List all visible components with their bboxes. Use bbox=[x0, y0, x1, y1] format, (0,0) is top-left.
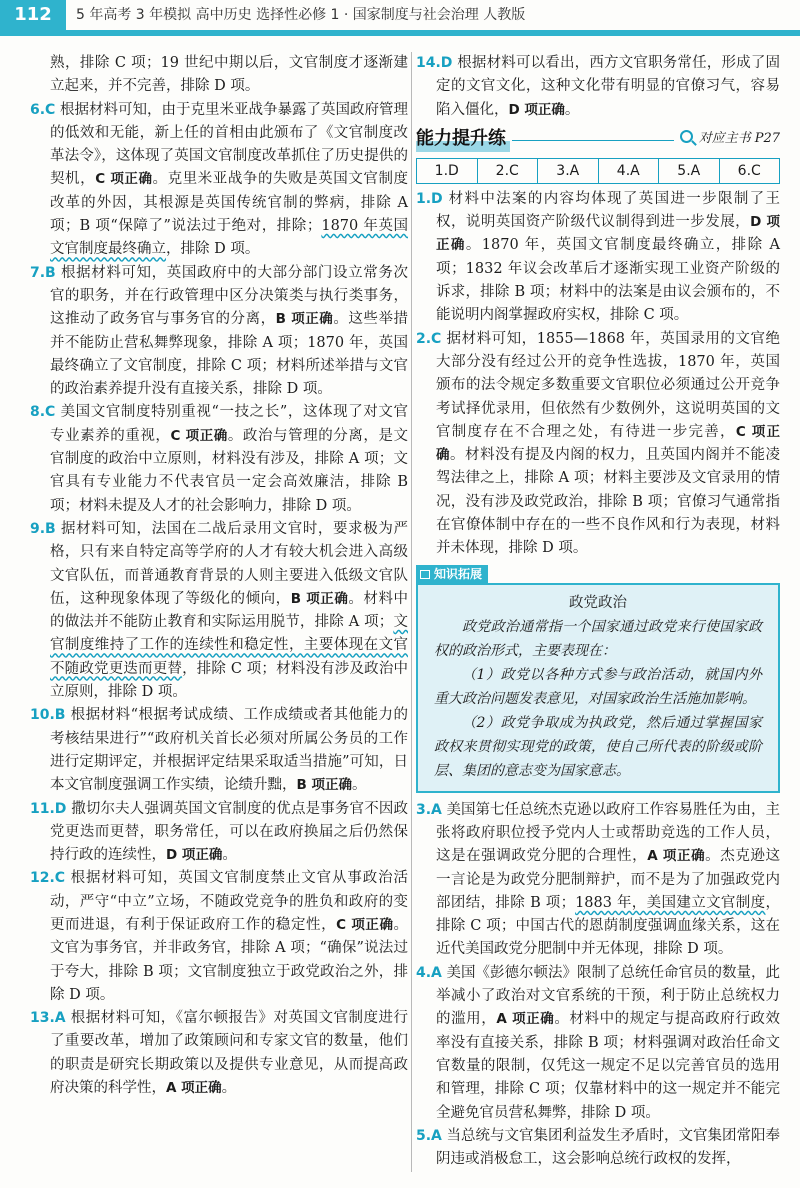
explanation: 撒切尔夫人强调英国文官制度的优点是事务官不因政党更迭而更替，职务常任，可以在政府换届之后仍然保持行政的连续性， bbox=[50, 800, 409, 864]
page-number: 112 bbox=[0, 0, 66, 30]
answer-2 bbox=[416, 328, 780, 561]
question-number: 12.C bbox=[30, 870, 66, 887]
correct-option: D 项正确 bbox=[508, 101, 565, 118]
column-divider bbox=[411, 52, 412, 1172]
explanation: 材料中法案的内容均体现了英国进一步限制了王权，说明英国资产阶级代议制得到进一步发展， bbox=[436, 190, 780, 231]
explanation: ，排除 C 项；中国古代的恩荫制度强调血缘关系，这在近代美国政党分肥制中并无体现，排除 D 项。 bbox=[436, 894, 780, 958]
question-number: 10.B bbox=[30, 707, 66, 724]
highlight: 1870 年英国文官制度最终确立 bbox=[50, 218, 409, 258]
explanation: 。1870 年，英国文官制度最终确立，排除 A 项；1832 年议会改革后才逐渐实现工业资产阶级的诉求，排除 B 项；材料中的法案是由议会颁布的，不能说明内阁掌握政府实权，排除 C 项。 bbox=[436, 237, 780, 324]
question-number: 8.C bbox=[30, 404, 56, 421]
answer-cell: 5.A bbox=[659, 159, 720, 183]
explanation: 当总统与文官集团利益发生矛盾时，文官集团常阳奉阴违或消极怠工，这会影响总统行政权的发挥， bbox=[436, 1127, 781, 1168]
explanation: 。这些举措并不能防止营私舞弊现象，排除 A 项；1870 年，英国最终确立了文官制度，排除 C 项；材料所述举措与文官的政治素养提升没有直接关系，排除 D 项。 bbox=[50, 311, 409, 398]
answer-cell: 1.D bbox=[417, 159, 478, 183]
correct-option: B 项正确 bbox=[275, 311, 334, 328]
running-title: 5 年高考 3 年模拟 高中历史 选择性必修 1 · 国家制度与社会治理 人教版 bbox=[76, 7, 526, 23]
correct-option: C 项正确 bbox=[436, 423, 780, 464]
correct-option: A 项正确 bbox=[166, 1080, 222, 1097]
section-header bbox=[416, 126, 780, 154]
section-reference bbox=[674, 130, 780, 148]
question-number: 4.A bbox=[416, 964, 442, 981]
answer-10 bbox=[30, 704, 408, 797]
section-title: 能力提升练 bbox=[416, 126, 510, 152]
correct-option: C 项正确 bbox=[336, 916, 394, 933]
answer-4 bbox=[416, 962, 780, 1125]
knowledge-box bbox=[416, 583, 780, 793]
explanation: 据材料可知，1855—1868 年，英国录用的文官绝大部分没有经过公开的竞争性选拔，1870 年，英国颁布的法令规定多数重要文官职位必须通过公开竞争考试择优录用，但依然有少数例外，这说明英国的文官制度存在不合理之处，有待进一步完善， bbox=[436, 330, 780, 440]
explanation: 。 bbox=[352, 777, 367, 794]
explanation: 。文官为事务官，并非政务官，排除 A 项；“确保”说法过于夸大，排除 B 项；文官制度独立于政党政治之外，排除 D 项。 bbox=[50, 916, 409, 1003]
explanation: 美国《彭德尔顿法》限制了总统任命官员的数量，此举减小了政治对文官系统的干预，利于防止总统权力的滥用， bbox=[436, 964, 781, 1028]
continued-text: 熟，排除 C 项；19 世纪中期以后，文官制度才逐渐建立起来，并不完善，排除 D 项。 bbox=[50, 55, 408, 95]
explanation: 美国文官制度特别重视“一技之长”，这体现了对文官专业素养的重视， bbox=[50, 404, 408, 444]
answer-14 bbox=[416, 52, 780, 122]
answer-6 bbox=[30, 99, 408, 262]
explanation: 。材料没有提及内阁的权力，且英国内阁并不能凌驾法律之上，排除 A 项；材料主要涉及文官录用的情况，没有涉及政党政治，排除 B 项；官僚习气通常指在官僚体制中存在的一些不良作风和行为表现，材料并未体现，排除 D 项。 bbox=[436, 447, 781, 557]
question-number: 3.A bbox=[416, 801, 442, 818]
correct-option: D 项正确 bbox=[436, 214, 781, 254]
answer-8 bbox=[30, 401, 408, 517]
right-column bbox=[416, 52, 780, 1171]
answer-cell: 4.A bbox=[599, 159, 660, 183]
question-number: 5.A bbox=[416, 1127, 442, 1144]
left-column bbox=[30, 52, 408, 1100]
explanation: 。 bbox=[222, 847, 237, 864]
explanation: 。杰克逊这一言论是为政党分肥制辩护，而不是为了加强政党内部团结，排除 B 项； bbox=[436, 848, 781, 911]
question-number: 1.D bbox=[416, 190, 443, 207]
explanation: 。材料中的规定与提高政府行政效率没有直接关系，排除 B 项；材料强调对政治任命文官数量的限制，仅凭这一规定不足以完善官员的选用和管理，排除 C 项；仅靠材料中的这一规定并不能完全避免官员营私舞弊，排除 D 项。 bbox=[436, 1011, 781, 1121]
answer-12 bbox=[30, 867, 408, 1007]
highlight: 文官制度维持了工作的连续性和稳定性，主要体现在文官不随政党更迭而更替 bbox=[50, 614, 408, 677]
answer-cell: 3.A bbox=[538, 159, 599, 183]
page-header bbox=[0, 0, 800, 44]
explanation: 。材料中的做法并不能防止教育和实际运用脱节，排除 A 项； bbox=[50, 590, 409, 631]
question-number: 14.D bbox=[416, 55, 453, 71]
explanation: 美国第七任总统杰克逊以政府工作容易胜任为由，主张将政府职位授予党内人士或帮助竞选的工作人员，这是在强调政党分肥的合理性， bbox=[436, 801, 781, 865]
knowledge-paragraph: （1）政党以各种方式参与政治活动，就国内外重大政治问题发表意见，对国家政治生活施加影响。 bbox=[434, 666, 762, 707]
explanation: 根据材料可知，英国文官制度禁止文官从事政治活动，严守“中立”立场，不随政党竞争的胜负和政府的变更而进退，有利于保证政府工作的稳定性， bbox=[50, 870, 409, 933]
answer-5 bbox=[416, 1125, 780, 1172]
question-number: 13.A bbox=[30, 1010, 66, 1027]
correct-option: D 项正确 bbox=[166, 847, 223, 864]
answer-1 bbox=[416, 188, 780, 328]
question-number: 9.B bbox=[30, 520, 56, 537]
knowledge-title: 政党政治 bbox=[569, 594, 627, 611]
explanation: 根据材料可知，英国政府中的大部分部门设立常务次官的职务，并在行政管理中区分决策类与执行类事务，这推动了政务官与事务官的分离， bbox=[50, 264, 409, 328]
correct-option: C 项正确 bbox=[95, 171, 153, 188]
question-number: 11.D bbox=[30, 800, 67, 817]
question-number: 7.B bbox=[30, 264, 56, 281]
correct-option: A 项正确 bbox=[647, 848, 706, 865]
knowledge-paragraph: （2）政党争取成为执政党，然后通过掌握国家政权来贯彻实现党的政策，使自己所代表的阶级或阶层、集团的意志变为国家意志。 bbox=[434, 714, 762, 779]
answer-11 bbox=[30, 798, 408, 868]
answer-table bbox=[416, 158, 780, 184]
explanation: 根据材料可知，《富尔顿报告》对英国文官制度进行了重要改革，增加了政策顾问和专家文官的数量，他们的职责是研究长期政策以及提供专业意见，从而提高政府决策的科学性， bbox=[50, 1010, 408, 1097]
explanation: 根据材料可知，由于克里米亚战争暴露了英国政府管理的低效和无能，新上任的首相由此颁布了《文官制度改革法令》，这体现了英国文官制度改革抓住了历史提供的契机， bbox=[50, 101, 409, 188]
explanation: 。克里米亚战争的失败是英国文官制度改革的外因，其根源是英国传统官制的弊病，排除 A 项；B 项“保障了”说法过于绝对，排除； bbox=[50, 171, 409, 235]
book-icon bbox=[420, 570, 430, 579]
badge-label: 知识拓展 bbox=[434, 566, 483, 581]
correct-option: B 项正确 bbox=[296, 777, 352, 794]
search-icon bbox=[680, 130, 693, 143]
header-bar bbox=[0, 30, 800, 36]
answer-7 bbox=[30, 262, 408, 402]
knowledge-paragraph: 政党政治通常指一个国家通过政党来行使国家政权的政治形式，主要表现在： bbox=[434, 618, 762, 659]
explanation: ，排除 D 项。 bbox=[166, 241, 260, 258]
explanation: 。政治与管理的分离，是文官制度的政治中立原则，材料没有涉及，排除 A 项；文官具有专业能力不代表官员一定会高效廉洁，排除 B 项；材料未提及人才的社会影响力，排除 D 项。 bbox=[50, 427, 409, 514]
knowledge-badge bbox=[416, 565, 488, 583]
correct-option: B 项正确 bbox=[290, 590, 349, 607]
answer-9 bbox=[30, 518, 408, 704]
reference-text: 对应主书 P27 bbox=[698, 130, 780, 146]
explanation: ，排除 C 项；材料没有涉及政治中立原则，排除 D 项。 bbox=[50, 660, 409, 701]
answer-13 bbox=[30, 1007, 408, 1100]
correct-option: A 项正确 bbox=[496, 1011, 555, 1028]
question-number: 2.C bbox=[416, 330, 442, 347]
explanation: 。 bbox=[564, 101, 580, 118]
explanation: 。 bbox=[221, 1080, 237, 1097]
correct-option: C 项正确 bbox=[170, 427, 228, 444]
explanation: 根据材料“根据考试成绩、工作成绩或者其他能力的考核结果进行”“政府机关首长必须对所属公务员的工作进行定期评定，并根据评定结果采取适当措施”可知，日本文官制度强调工作实绩，论绩升黜， bbox=[50, 707, 408, 794]
answer-cell: 6.C bbox=[737, 162, 761, 179]
explanation: 根据材料可以看出，西方文官职务常任，形成了固定的文官文化，这种文化带有明显的官僚习气，容易陷入僵化， bbox=[436, 55, 781, 118]
question-number: 6.C bbox=[30, 101, 56, 118]
explanation: 据材料可知，法国在二战后录用文官时，要求极为严格，只有来自特定高等学府的人才有较大机会进入高级文官队伍，而普通教育背景的人则主要进入低级文官队伍，这种现象体现了等级化的倾向， bbox=[50, 520, 409, 607]
answer-cell: 2.C bbox=[478, 159, 539, 183]
highlight: 1883 年，美国建立文官制度 bbox=[575, 894, 766, 911]
answer-3 bbox=[416, 799, 780, 962]
